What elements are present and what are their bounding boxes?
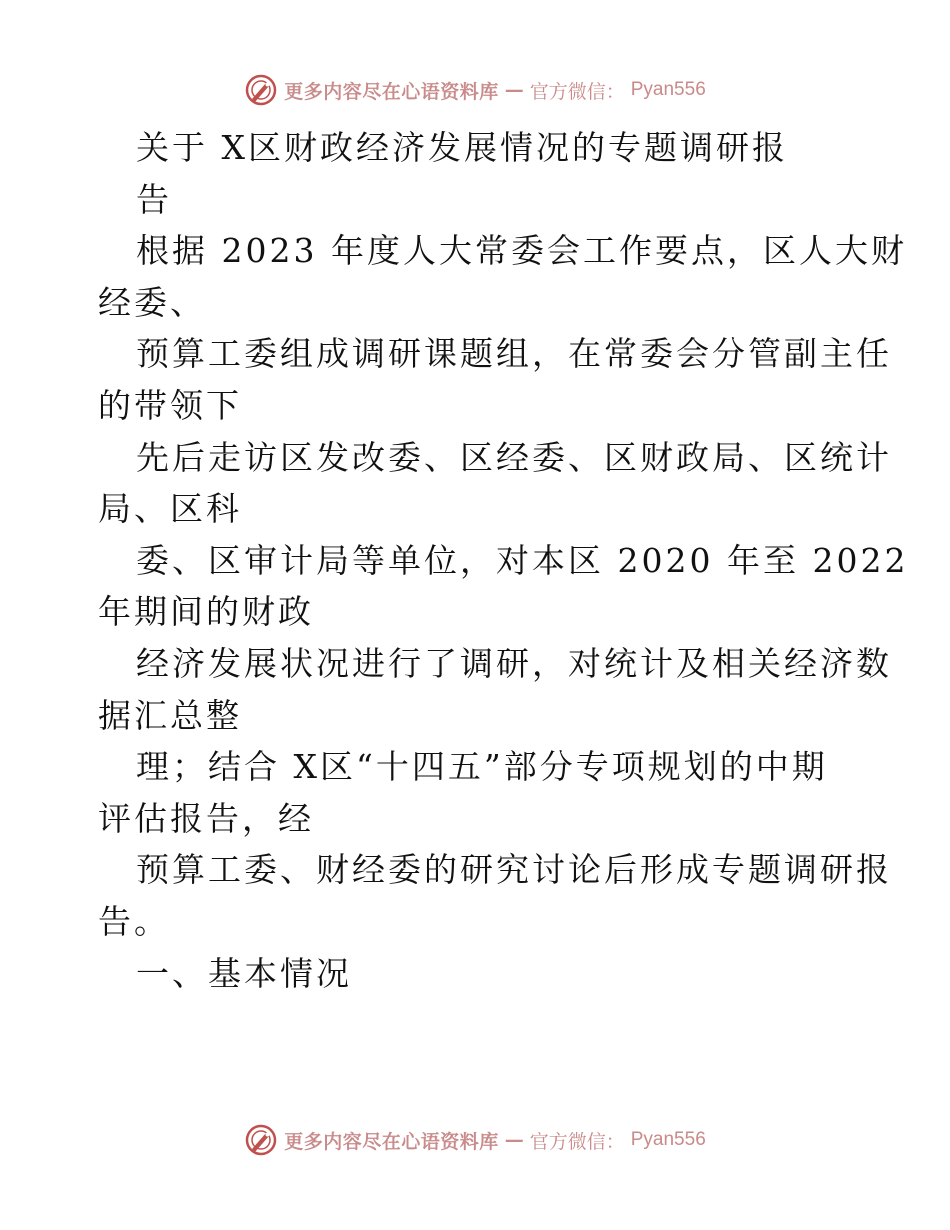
pen-nib-logo-icon: [244, 73, 278, 107]
watermark-text: 更多内容尽在心语资料库: [284, 80, 499, 103]
text-line: 预算工委组成调研课题组，在常委会分管副主任: [136, 334, 892, 374]
text-line: 局、区科: [98, 489, 242, 529]
text-line: 先后走访区发改委、区经委、区财政局、区统计: [136, 437, 892, 477]
watermark-content: [244, 73, 706, 107]
watermark-wechat-id: Pyan556: [630, 1129, 706, 1150]
watermark-label: 官方微信：: [529, 1130, 625, 1153]
watermark-content: [244, 1123, 706, 1157]
text-line: 预算工委、财经委的研究讨论后形成专题调研报: [136, 850, 892, 890]
pen-nib-logo-icon: [244, 1123, 278, 1157]
text-line: 关于 X区财政经济发展情况的专题调研报: [136, 128, 788, 167]
text-line: 经济发展状况进行了调研，对统计及相关经济数: [136, 643, 892, 683]
text-line: 评估报告，经: [98, 798, 314, 838]
watermark-label: 官方微信：: [529, 80, 625, 103]
watermark-dash: —: [504, 1129, 524, 1151]
header-watermark: [0, 70, 950, 110]
text-line: 告: [136, 179, 172, 219]
text-line: 理；结合 X区“十四五”部分专项规划的中期: [136, 747, 828, 787]
watermark-dash: —: [504, 79, 524, 101]
watermark-text: 更多内容尽在心语资料库: [284, 1130, 499, 1153]
text-line: 委、区审计局等单位，对本区 2020 年至 2022: [136, 540, 909, 580]
watermark-wechat-id: Pyan556: [630, 79, 706, 100]
document-body: [98, 122, 909, 999]
text-line: 的带领下: [98, 385, 242, 425]
text-line: 经委、: [98, 282, 206, 322]
text-line: 年期间的财政: [98, 592, 314, 632]
footer-watermark: [0, 1120, 950, 1160]
text-line: 告。: [98, 901, 170, 941]
text-line: 根据 2023 年度人大常委会工作要点，区人大财: [136, 231, 907, 271]
text-line: 据汇总整: [98, 695, 242, 735]
text-line: 一、基本情况: [136, 953, 352, 993]
